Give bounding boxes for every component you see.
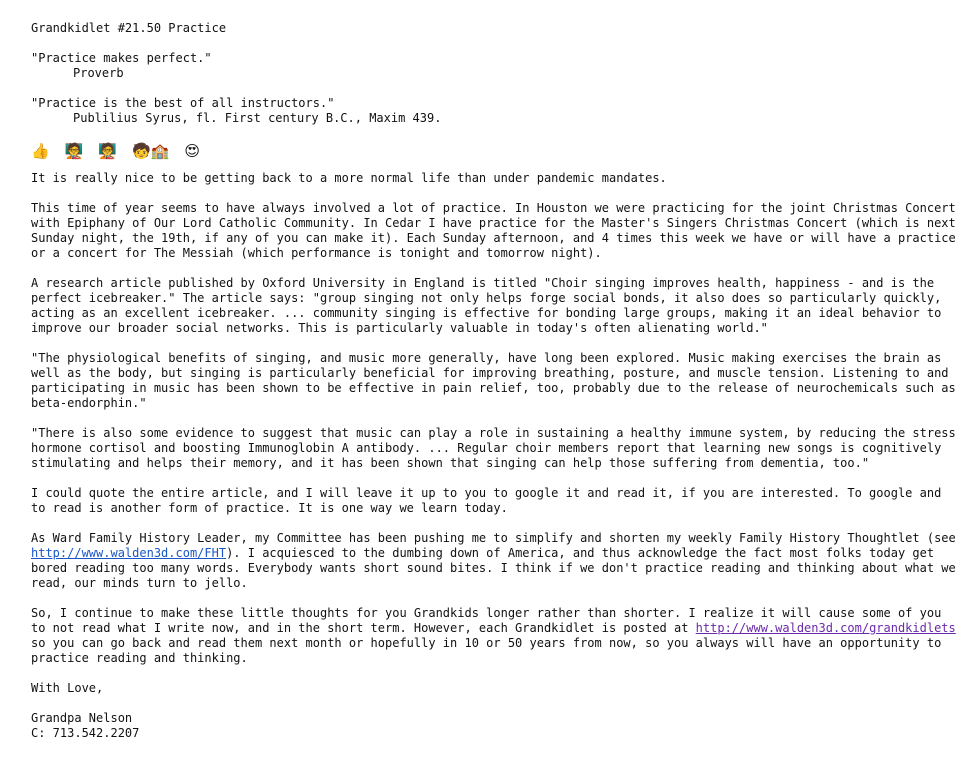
emoji-row	[31, 141, 957, 161]
signature-phone: C: 713.542.2207	[31, 726, 140, 740]
quote-source: Proverb	[73, 66, 124, 80]
paragraph-7	[31, 531, 957, 591]
paragraph-8	[31, 606, 957, 666]
heart-eyes-icon: 😍	[184, 142, 201, 160]
quote-1	[31, 51, 957, 81]
paragraph-3: A research article published by Oxford University in England is titled "Choir singing improves health, happiness - and is the perfect icebreaker." The article says: "group singing not only helps forge social bonds, it also does so particularly quickly, acting as an excellent icebreaker. ... community singing is effective for bonding large groups, making it an ideal behavior to improve our broader social networks. This is particularly valuable in today's often alienating world."	[31, 276, 942, 335]
paragraph-5: "There is also some evidence to suggest that music can play a role in sustaining a healthy immune system, by reducing the stress hormone cortisol and boosting Immunoglobin A antibody. ... Regular choir members report that learning new songs is cognitively stimulating and helps their memory, and it has been shown that singing can help those suffering from dementia, too."	[31, 426, 956, 470]
paragraph-4: "The physiological benefits of singing, and music more generally, have long been explored. Music making exercises the brain as well as the body, but singing is particularly beneficial for improving breathing, posture, and muscle tension. Listening to and participating in music has been shown to be effective in pain relief, too, probably due to the release of neurochemicals such as beta-endorphin."	[31, 351, 956, 410]
paragraph-7-text-cont: ). I acquiesced to the dumbing down of America, and thus acknowledge the fact most folks today get bored reading too many words. Everybody wants short sound bites. I think if we don't practice reading and thinking about what we read, our minds turn to jello.	[31, 546, 956, 590]
signature-name: Grandpa Nelson	[31, 711, 133, 725]
paragraph-8-text: So, I continue to make these little thoughts for you Grandkids longer rather than shorter. I realize it will cause some of you to not read what I write now, and in the short term. However, each Grandkidlet is posted at	[31, 606, 942, 635]
quote-source: Publilius Syrus, fl. First century B.C., Maxim 439.	[73, 111, 442, 125]
signature	[31, 711, 957, 741]
quote-text: "Practice makes perfect."	[31, 51, 212, 65]
grandkidlets-link[interactable]: http://www.walden3d.com/grandkidlets	[695, 621, 956, 635]
teacher-icon: 🧑‍🏫	[98, 142, 118, 160]
fht-link[interactable]: http://www.walden3d.com/FHT	[31, 546, 227, 560]
closing: With Love,	[31, 681, 104, 695]
quote-2	[31, 96, 957, 126]
paragraph-1: It is really nice to be getting back to a more normal life than under pandemic mandates.	[31, 171, 667, 185]
teacher-icon: 🧑‍🏫	[64, 142, 84, 160]
paragraph-6: I could quote the entire article, and I will leave it up to you to google it and read it, if you are interested. To google and to read is another form of practice. It is one way we learn today.	[31, 486, 942, 515]
post-title: Grandkidlet #21.50 Practice	[31, 21, 227, 35]
paragraph-2: This time of year seems to have always involved a lot of practice. In Houston we were practicing for the joint Christmas Concert with Epiphany of Our Lord Catholic Community. In Cedar I have practice for the Master's Singers Christmas Concert (which is next Sunday night, the 19th, if any of you can make it). Each Sunday afternoon, and 4 times this week we have or will have a practice or a concert for The Messiah (which performance is tonight and tomorrow night).	[31, 201, 956, 260]
thumbs-up-icon: 👍	[31, 142, 50, 160]
quote-text: "Practice is the best of all instructors."	[31, 96, 335, 110]
paragraph-8-text-cont: so you can go back and read them next month or hopefully in 10 or 50 years from now, so you always will have an opportunity to practice reading and thinking.	[31, 636, 942, 665]
paragraph-7-text: As Ward Family History Leader, my Committee has been pushing me to simplify and shorten my weekly Family History Thoughtlet (see	[31, 531, 956, 545]
child-school-icon: 🧒🏫	[132, 142, 170, 160]
